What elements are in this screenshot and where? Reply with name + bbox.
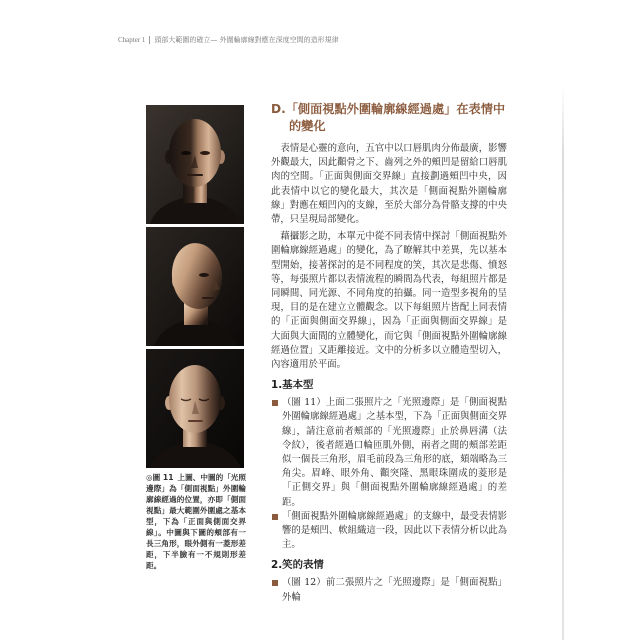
page-gutter-shadow (562, 86, 564, 640)
bullet-marker (272, 514, 278, 520)
mouth-shape (188, 420, 203, 422)
figure-caption (146, 472, 246, 571)
mouth-shape (202, 297, 214, 299)
header-separator (149, 36, 150, 44)
bullet-item (271, 396, 507, 510)
subsection-title-basic: 1.基本型 (271, 379, 314, 392)
bullet-item (271, 576, 507, 604)
bullet-text: （圖 11）上面二張照片之「光照邊際」是「側面視點外圍輪廓線經過處」之基本型，下為「正面與側面交界線」，請注意前者頰部的「光照邊際」止於鼻唇溝（法令紋），後者經過口輪匝肌外側，兩者之間的頰部差距似一個長三角形，眉毛前段為三角形的底，頦端略為三角尖。眉峰、眼外角、顴突隆、黑眼珠圍成的菱形是「正側交界」與「側面視點外圍輪廓線經過處」的差距。 (282, 397, 507, 508)
bullet-marker (272, 400, 278, 406)
figure-photo-stack (146, 105, 244, 471)
bullet-marker (272, 580, 278, 586)
figure-caption-label: ◎圖 11 (146, 473, 174, 482)
eye-shape (181, 151, 191, 155)
eye-shape (200, 151, 210, 155)
mouth-shape (187, 174, 203, 176)
portrait-photo-bottom (146, 349, 244, 468)
portrait-photo-middle (146, 227, 244, 346)
figure-caption-text: 上圖、中圖的「光照邊際」為「側面視點」外圍輪廓線經過的位置，亦即「側面視點」最大範圍外圍處之基本型，下為「正面與側面交界線」。中圖與下圖的頰部有一長三角形，眼外側有一菱形差距，下半臉有一不規則形差距。 (146, 473, 247, 570)
chapter-title: 頭部大範圍的確立— 外圍輪廓線對應在深度空間的造形規律 (154, 36, 339, 44)
bullet-item (271, 510, 507, 553)
bullet-text: （圖 12）前二張照片之「光照邊際」是「側面視點」外輪 (282, 577, 507, 603)
body-paragraph: 藉攝影之助，本單元中從不同表情中探討「側面視點外圍輪廓線經過處」的變化，為了瞭解其中差異，先以基本型開始，接著探討的是不同程度的笑，其次是悲傷、憤怒等，每張照片都以表情流程的瞬間為代表，每組照片都是同瞬間、同光源、不同角度的拍攝。同一造型多視角的呈現，目的是在建立立體觀念。以下每組照片皆配上同表情的「正面與側面交界線」，因為「正面與側面交界線」是大面與大面間的立體變化，而它與「側面視點外圍輪廓線經過位置」又距離接近。文中的分析多以立體造型切入，內容適用於平面。 (271, 231, 507, 371)
chapter-label: Chapter 1 (118, 36, 146, 44)
bullet-text: 「側面視點外圍輪廓線經過處」的支線中，最受表情影響的是頰凹、軟組織這一段，因此以下表情分析以此為主。 (282, 510, 507, 551)
section-heading: D.「側面視點外圍輪廓線經過處」在表情中的變化 (271, 102, 506, 133)
portrait-photo-top (146, 105, 244, 224)
head-shape (169, 365, 221, 433)
article-column (271, 101, 507, 605)
running-header (118, 35, 339, 45)
body-paragraph: 表情是心靈的意向，五官中以口唇肌肉分佈最廣，影響外觀最大，因此顴骨之下、齒列之外的頰凹是留給口唇肌肉的空間。「正面與側面交界線」直接劃過頰凹中央，因此表情中以它的變化最大，其次是「側面視點外圍輪廓線」對應在頰凹內的支線，至於大部分為骨骼支撐的中央帶，只呈現局部變化。 (271, 143, 507, 226)
eye-shape (199, 273, 209, 277)
head-shape (169, 119, 221, 187)
subsection-title-smile: 2.笑的表情 (271, 559, 324, 572)
